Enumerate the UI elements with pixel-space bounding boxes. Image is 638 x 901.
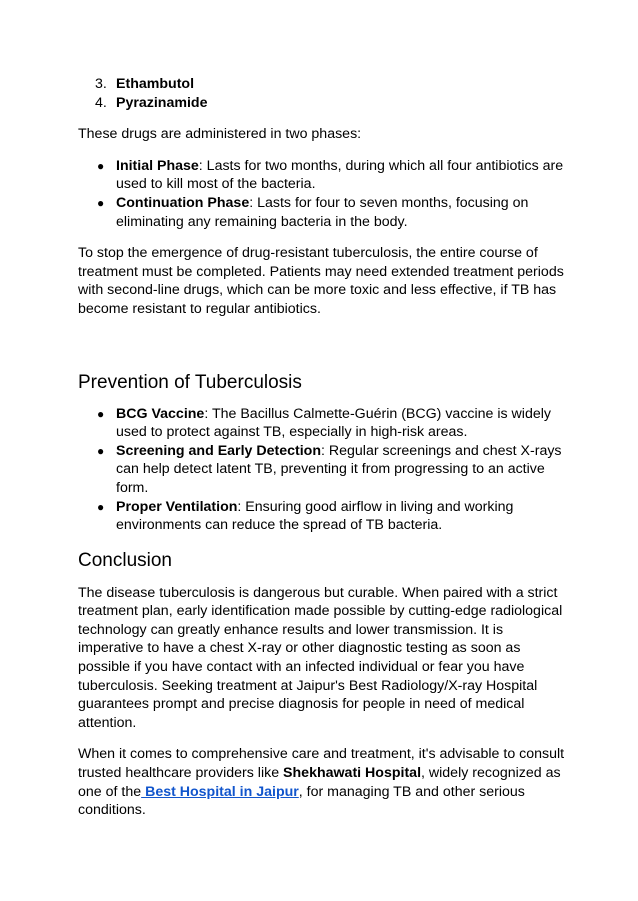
list-marker: 4.: [95, 94, 107, 111]
list-item: [78, 157, 568, 194]
list-item: [78, 442, 568, 498]
bullet-icon: ●: [97, 499, 105, 514]
prevention-term: Screening and Early Detection: [116, 442, 321, 459]
hospital-name: Shekhawati Hospital: [283, 765, 422, 782]
list-item: [78, 405, 568, 442]
phase-term: Initial Phase: [116, 157, 199, 174]
list-item: [78, 194, 568, 231]
document-content: [78, 75, 568, 820]
list-item: [78, 75, 568, 94]
conclusion-heading: Conclusion: [78, 549, 172, 571]
phase-text: : Lasts for four to seven months, focusing on eliminating any remaining bacteria in the body.: [116, 194, 529, 230]
bullet-icon: ●: [97, 195, 105, 210]
prevention-list: [78, 405, 568, 535]
prevention-heading: Prevention of Tuberculosis: [78, 371, 302, 393]
prevention-text: : Regular screenings and chest X-rays can help detect latent TB, preventing it from progressing to an active form.: [116, 442, 562, 496]
phases-list: [78, 157, 568, 231]
prevention-term: BCG Vaccine: [116, 405, 205, 422]
drug-list: [78, 75, 568, 112]
resistance-paragraph: To stop the emergence of drug-resistant tuberculosis, the entire course of treatment must be completed. Patients may need extended treatment periods with second-line drugs, which can be more toxic and less effective, if TB has become resistant to regular antibiotics.: [78, 245, 564, 317]
conclusion-paragraph: The disease tuberculosis is dangerous but curable. When paired with a strict treatment plan, early identification made possible by cutting-edge radiological technology can greatly enhance results and lower transmission. It is imperative to have a chest X-ray or other diagnostic testing as soon as possible if you have contact with an infected individual or fear you have tuberculosis. Seeking treatment at Jaipur's Best Radiology/X-ray Hospital guarantees prompt and precise diagnosis for people in need of medical attention.: [78, 584, 563, 731]
closing-text: , for managing TB and other serious conditions.: [78, 783, 525, 819]
closing-text: When it comes to comprehensive care and treatment, it's advisable to consult trusted healthcare providers like: [78, 746, 565, 782]
closing-text: , widely recognized as one of the: [78, 765, 561, 800]
best-hospital-link[interactable]: Best Hospital in Jaipur: [141, 783, 299, 800]
drug-name: Ethambutol: [116, 76, 195, 92]
bullet-icon: ●: [97, 406, 105, 421]
closing-paragraph: [78, 745, 568, 819]
drug-name: Pyrazinamide: [116, 94, 208, 111]
list-item: [78, 498, 568, 535]
phase-term: Continuation Phase: [116, 194, 250, 211]
list-marker: 3.: [95, 76, 107, 92]
bullet-icon: ●: [97, 158, 105, 173]
phases-intro: These drugs are administered in two phases:: [78, 126, 362, 143]
prevention-term: Proper Ventilation: [116, 498, 238, 515]
bullet-icon: ●: [97, 443, 105, 458]
prevention-text: : Ensuring good airflow in living and working environments can reduce the spread of TB bacteria.: [116, 498, 514, 534]
prevention-text: : The Bacillus Calmette-Guérin (BCG) vaccine is widely used to protect against TB, especially in high-risk areas.: [116, 405, 551, 441]
list-item: [78, 94, 568, 113]
phase-text: : Lasts for two months, during which all four antibiotics are used to kill most of the bacteria.: [116, 157, 564, 193]
